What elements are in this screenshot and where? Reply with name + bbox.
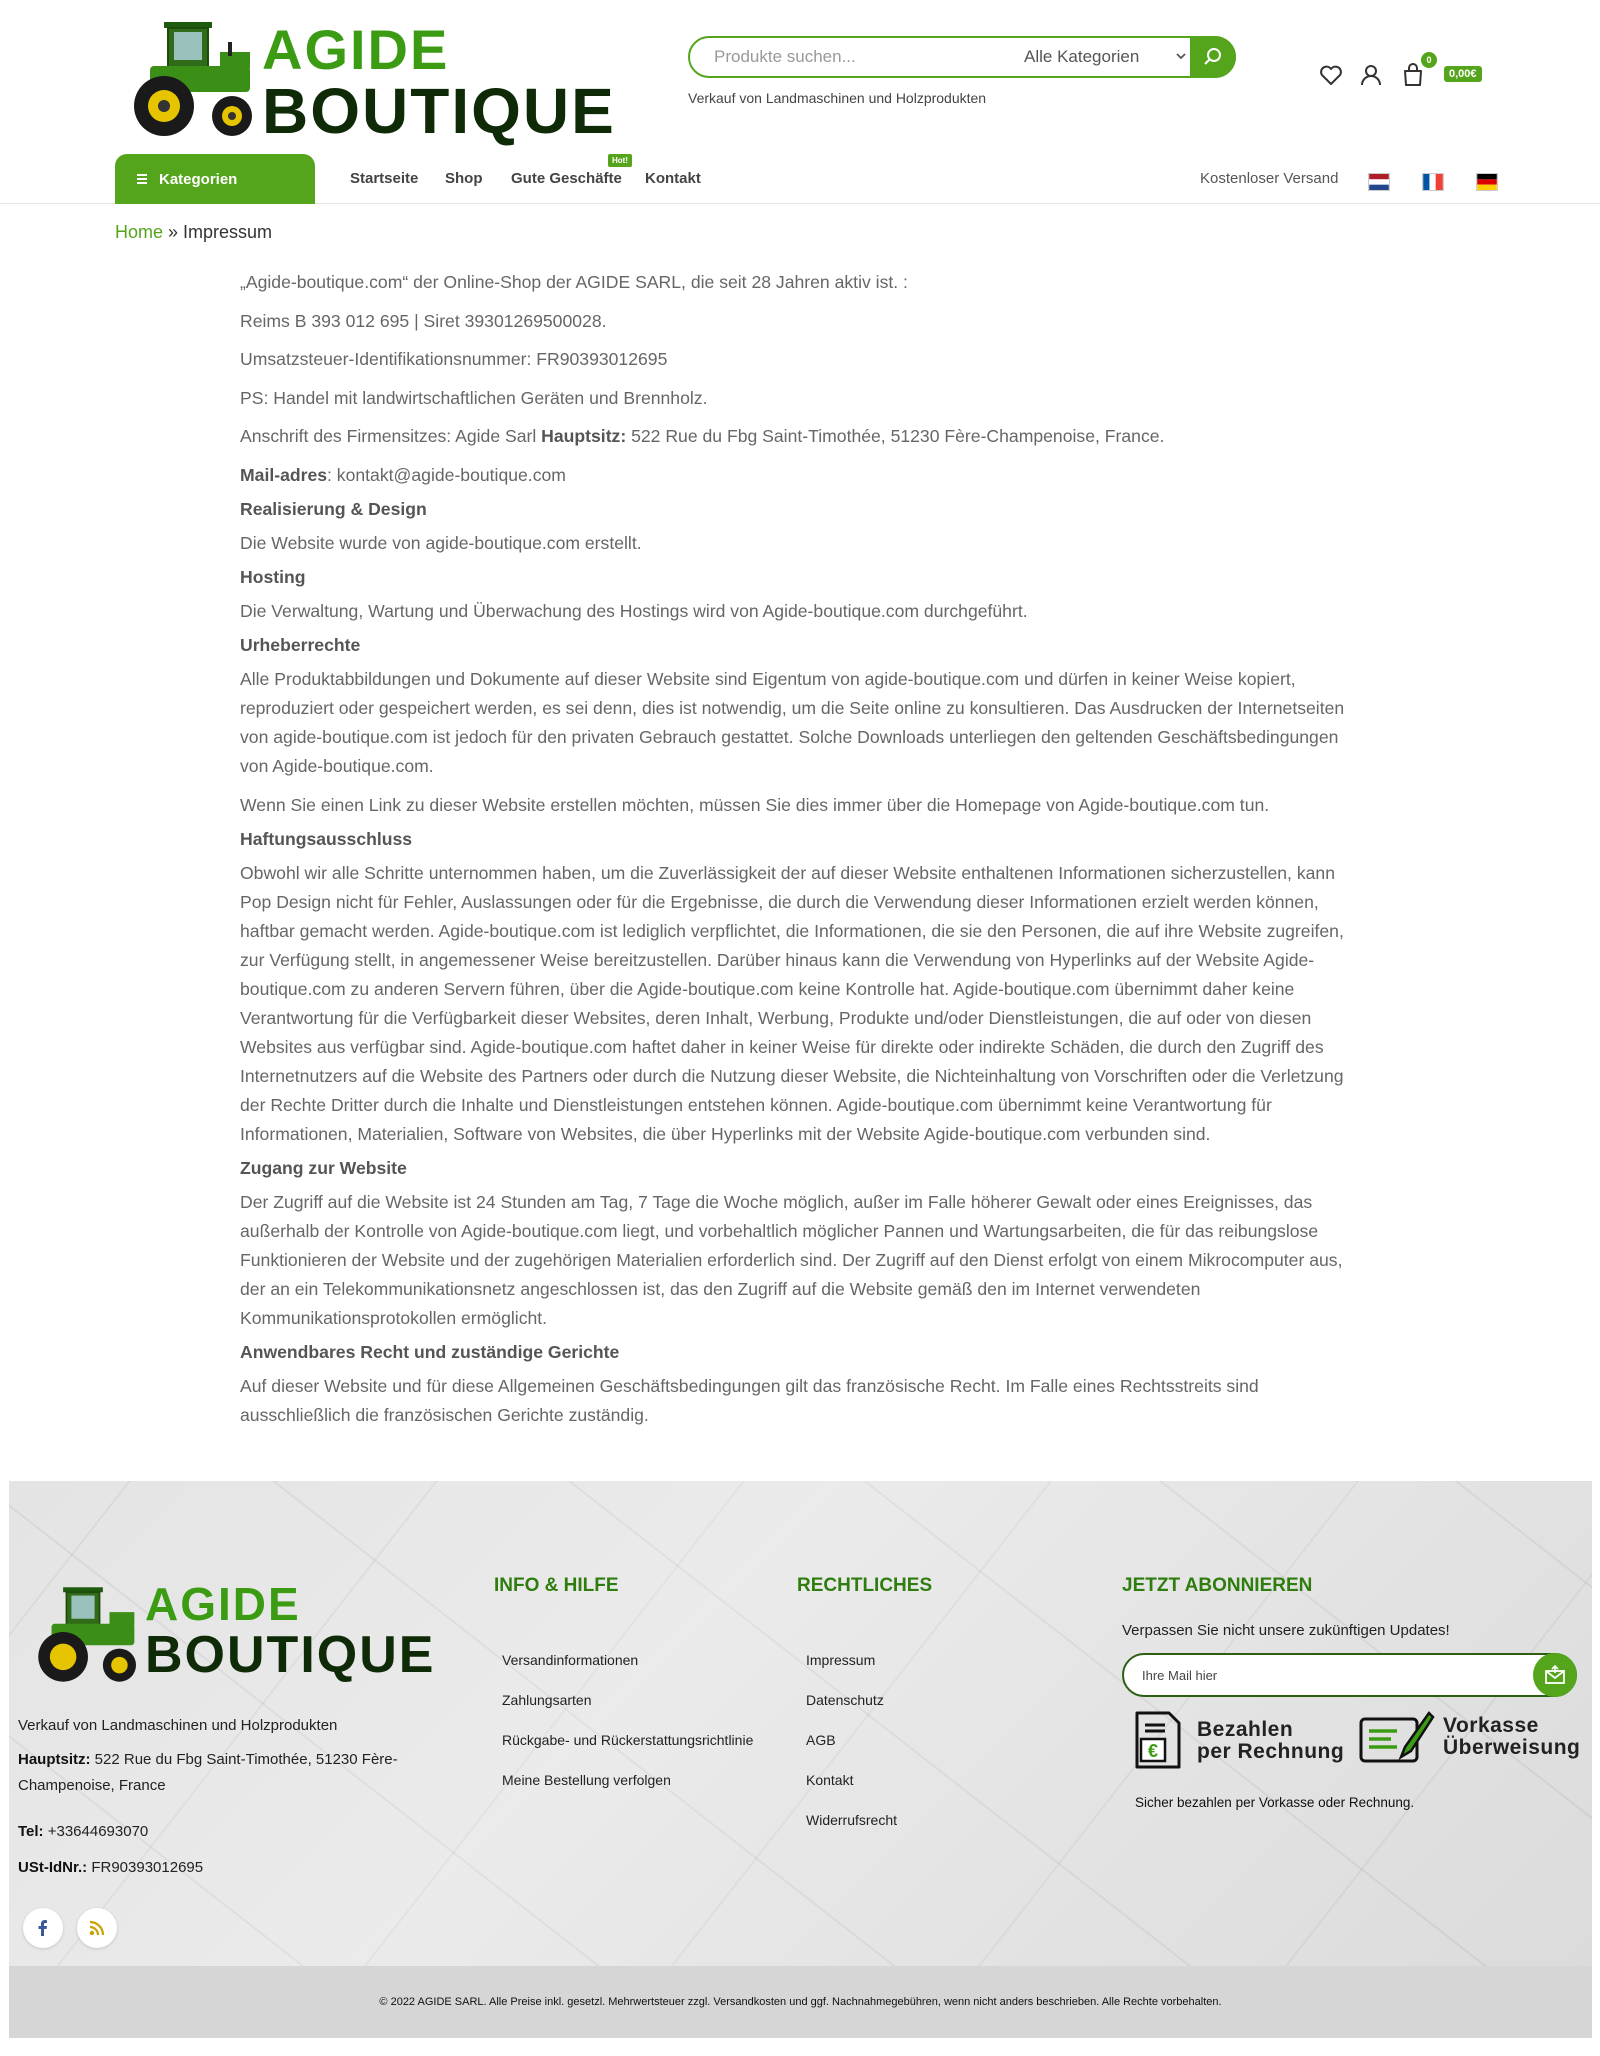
nav-link-gute-geschaefte[interactable]: Gute Geschäfte <box>511 170 622 187</box>
main-nav <box>0 154 1600 204</box>
footer-link-versand[interactable]: Versandinformationen <box>502 1652 639 1668</box>
footer-logo-text-boutique: BOUTIQUE <box>145 1626 436 1684</box>
heading-copyright: Urheberrechte <box>240 634 361 655</box>
nav-link-startseite[interactable]: Startseite <box>350 170 419 187</box>
facebook-icon <box>35 1920 51 1936</box>
pay-note: Sicher bezahlen per Vorkasse oder Rechnung. <box>1135 1795 1415 1810</box>
address-label: Hauptsitz: <box>541 426 627 447</box>
footer-vat <box>18 1855 428 1881</box>
footer-vat-label: USt-IdNr.: <box>18 1859 88 1876</box>
chevron-down-icon[interactable] <box>1174 46 1188 66</box>
pay-prepay-line2: Überweisung <box>1443 1736 1581 1759</box>
footer-tel-label: Tel: <box>18 1823 44 1840</box>
user-icon[interactable] <box>1358 62 1384 88</box>
cart-total[interactable]: 0,00€ <box>1444 66 1482 82</box>
footer-vat-value: FR90393012695 <box>87 1859 204 1876</box>
breadcrumb-current: Impressum <box>183 222 273 242</box>
search-bar <box>688 36 1236 78</box>
paragraph-law: Auf dieser Website und für diese Allgemeinen Geschäftsbedingungen gilt das französische Recht. Im Falle eines Rechtsstreits sind ausschließlich die französischen Gerichte zuständig. <box>240 1375 1259 1425</box>
paragraph-design: Die Website wurde von agide-boutique.com erstellt. <box>240 532 642 553</box>
pay-invoice-badge <box>1131 1709 1361 1771</box>
footer-link-bestellung[interactable]: Meine Bestellung verfolgen <box>502 1772 671 1788</box>
footer-legal-title: RECHTLICHES <box>797 1575 933 1596</box>
search-category-select[interactable]: Alle Kategorien <box>1024 47 1140 66</box>
facebook-button[interactable] <box>23 1908 63 1948</box>
heading-design: Realisierung & Design <box>240 498 427 519</box>
newsletter-form <box>1122 1653 1577 1697</box>
footer-tel <box>18 1819 428 1845</box>
footer-logo-text-agide: AGIDE <box>145 1578 301 1630</box>
logo-text-agide: AGIDE <box>262 18 450 81</box>
address-prefix: Anschrift des Firmensitzes: Agide Sarl <box>240 426 542 447</box>
heading-liability: Haftungsausschluss <box>240 828 413 849</box>
heading-law: Anwendbares Recht und zuständige Gerichte <box>240 1341 620 1362</box>
free-shipping-text: Kostenloser Versand <box>1200 170 1339 187</box>
footer-link-kontakt[interactable]: Kontakt <box>806 1772 854 1788</box>
paragraph-copyright: Alle Produktabbildungen und Dokumente auf dieser Website sind Eigentum von agide-boutique.com und dürfen in keiner Weise kopiert, reproduziert oder gespeichert werden, es sei denn, dies ist notwendig, um die Seite online zu konsultieren. Das Ausdrucken der Internetseiten von agide-boutique.com ist jedoch für den privaten Gebrauch gestattet. Solche Downloads unterliegen den geltenden Geschäftsbedingungen von Agide-boutique.com. <box>240 668 1345 776</box>
flag-nl-icon[interactable] <box>1368 173 1390 191</box>
paragraph-trade: PS: Handel mit landwirtschaftlichen Geräten und Brennholz. <box>240 387 708 408</box>
paragraph-mail <box>240 461 1360 490</box>
rss-button[interactable] <box>77 1908 117 1948</box>
paragraph-liability: Obwohl wir alle Schritte unternommen haben, um die Zuverlässigkeit der auf dieser Website enthaltenen Informationen sicherzustellen, kann Pop Design nicht für Fehler, Auslassungen oder für die Ergebnisse, die durch die Verwendung dieser Informationen erzielt werden können, haftbar gemacht werden. Agide-boutique.com ist lediglich verpflichtet, die Informationen, die sie den Personen, die auf ihre Website zugreifen, zur Verfügung stellt, in angemessener Weise bereitzustellen. Darüber hinaus kann die Verwendung von Hyperlinks auf der Website Agide-boutique.com zu anderen Servern führen, über die Agide-boutique.com keine Kontrolle hat. Agide-boutique.com übernimmt daher keine Verantwortung für die Verfügbarkeit dieser Websites, deren Inhalt, Werbung, Produkte und/oder Dienstleistungen, die auf oder von diesen Websites aus verfügbar sind. Agide-boutique.com haftet daher in keiner Weise für direkte oder indirekte Schäden, die durch den Zugriff des Internetnutzers auf die Website des Partners oder durch die Nutzung dieser Website, die Nichteinhaltung von Vorschriften oder die Verletzung der Rechte Dritter durch die Inhalte und Dienstleistungen entstehen können. Agide-boutique.com übernimmt keine Verantwortung für Informationen, Materialien, Software von Websites, die über Hyperlinks mit der Website Agide-boutique.com verbunden sind. <box>240 862 1344 1144</box>
search-input[interactable] <box>714 38 1014 76</box>
footer-logo[interactable] <box>25 1577 436 1687</box>
mail-label: Mail-adres <box>240 464 328 485</box>
paragraph-address <box>240 422 1360 451</box>
mail-value: : kontakt@agide-boutique.com <box>327 464 566 485</box>
paragraph-hosting: Die Verwaltung, Wartung und Überwachung des Hostings wird von Agide-boutique.com durchgeführt. <box>240 600 1028 621</box>
svg-text:€: € <box>1147 1741 1159 1761</box>
pay-invoice-line2: per Rechnung <box>1197 1740 1345 1763</box>
site-logo[interactable] <box>120 12 616 147</box>
footer-info-title: INFO & HILFE <box>494 1575 619 1596</box>
paragraph-link: Wenn Sie einen Link zu dieser Website erstellen möchten, müssen Sie dies immer über die Homepage von Agide-boutique.com tun. <box>240 794 1270 815</box>
paragraph-vat: Umsatzsteuer-Identifikationsnummer: FR90393012695 <box>240 349 668 370</box>
hot-badge: Hot! <box>608 154 632 167</box>
heading-hosting: Hosting <box>240 566 306 587</box>
tractor-logo-icon <box>25 1579 141 1685</box>
breadcrumb <box>115 222 272 243</box>
categories-button[interactable] <box>115 154 315 204</box>
search-button[interactable] <box>1190 36 1236 78</box>
paragraph-registration: Reims B 393 012 695 | Siret 39301269500028. <box>240 310 607 331</box>
paragraph-intro: „Agide-boutique.com“ der Online-Shop der AGIDE SARL, die seit 28 Jahren aktiv ist. : <box>240 272 908 292</box>
cart-count-badge: 0 <box>1421 52 1437 68</box>
heading-access: Zugang zur Website <box>240 1157 407 1178</box>
paragraph-access: Der Zugriff auf die Website ist 24 Stunden am Tag, 7 Tage die Woche möglich, außer im Falle höherer Gewalt oder eines Ereignisses, das außerhalb der Kontrolle von Agide-boutique.com liegt, und vorbehaltlich möglicher Pannen und Wartungsarbeiten, die für das reibungslose Funktionieren der Website und der zugehörigen Materialien erforderlich sind. Der Zugriff auf den Dienst erfolgt von einem Mikrocomputer aus, der an ein Telekommunikationsnetz angeschlossen ist, das den Zugriff auf die Website gemäß den im Internet verwendeten Kommunikationsprotokollen ermöglicht. <box>240 1191 1343 1328</box>
site-header <box>0 0 1600 204</box>
footer-link-rueckgabe[interactable]: Rückgabe- und Rückerstattungsrichtlinie <box>502 1732 754 1748</box>
bank-transfer-icon <box>1357 1711 1435 1767</box>
mail-send-icon <box>1544 1665 1566 1685</box>
rss-icon <box>89 1920 105 1936</box>
menu-icon <box>135 173 149 185</box>
footer-link-agb[interactable]: AGB <box>806 1732 836 1748</box>
footer-tagline: Verkauf von Landmaschinen und Holzprodukten <box>18 1717 338 1734</box>
cart-icon[interactable] <box>1400 62 1426 88</box>
header-tagline: Verkauf von Landmaschinen und Holzprodukten <box>688 90 987 106</box>
footer-tel-value: +33644693070 <box>43 1823 149 1840</box>
pay-prepay-line1: Vorkasse <box>1443 1714 1539 1737</box>
impressum-content <box>240 268 1360 1435</box>
newsletter-submit-button[interactable] <box>1533 1653 1577 1697</box>
nav-link-kontakt[interactable]: Kontakt <box>645 170 701 187</box>
footer-link-widerruf[interactable]: Widerrufsrecht <box>806 1812 898 1828</box>
pay-invoice-line1: Bezahlen <box>1197 1718 1294 1741</box>
footer-hq <box>18 1747 428 1799</box>
breadcrumb-separator: » <box>163 222 184 242</box>
invoice-euro-icon <box>1131 1709 1183 1771</box>
tractor-logo-icon <box>120 12 256 140</box>
footer-subscribe-title: JETZT ABONNIEREN <box>1122 1575 1313 1596</box>
footer-link-impressum[interactable]: Impressum <box>806 1652 876 1668</box>
heart-icon[interactable] <box>1318 62 1344 88</box>
logo-text-boutique: BOUTIQUE <box>262 75 616 147</box>
footer-link-zahlungsarten[interactable]: Zahlungsarten <box>502 1692 592 1708</box>
breadcrumb-home[interactable]: Home <box>115 222 164 242</box>
categories-label: Kategorien <box>159 170 238 188</box>
site-footer <box>9 1481 1592 1966</box>
flag-de-icon[interactable] <box>1476 173 1498 191</box>
footer-hq-label: Hauptsitz: <box>18 1751 91 1768</box>
newsletter-email-input[interactable] <box>1142 1655 1502 1695</box>
flag-fr-icon[interactable] <box>1422 173 1444 191</box>
search-icon <box>1203 47 1223 67</box>
copyright-bar: © 2022 AGIDE SARL. Alle Preise inkl. gesetzl. Mehrwertsteuer zzgl. Versandkosten und ggf. Nachnahmegebühren, wenn nicht anders beschrieben. Alle Rechte vorbehalten. <box>9 1966 1592 2038</box>
footer-link-datenschutz[interactable]: Datenschutz <box>806 1692 884 1708</box>
nav-link-shop[interactable]: Shop <box>445 170 483 187</box>
footer-hq-value: 522 Rue du Fbg Saint-Timothée, 51230 Fère-Champenoise, France <box>18 1751 398 1794</box>
pay-prepay-badge <box>1357 1709 1587 1771</box>
footer-subscribe-text: Verpassen Sie nicht unsere zukünftigen Updates! <box>1122 1622 1450 1639</box>
address-value: 522 Rue du Fbg Saint-Timothée, 51230 Fère-Champenoise, France. <box>626 426 1165 447</box>
